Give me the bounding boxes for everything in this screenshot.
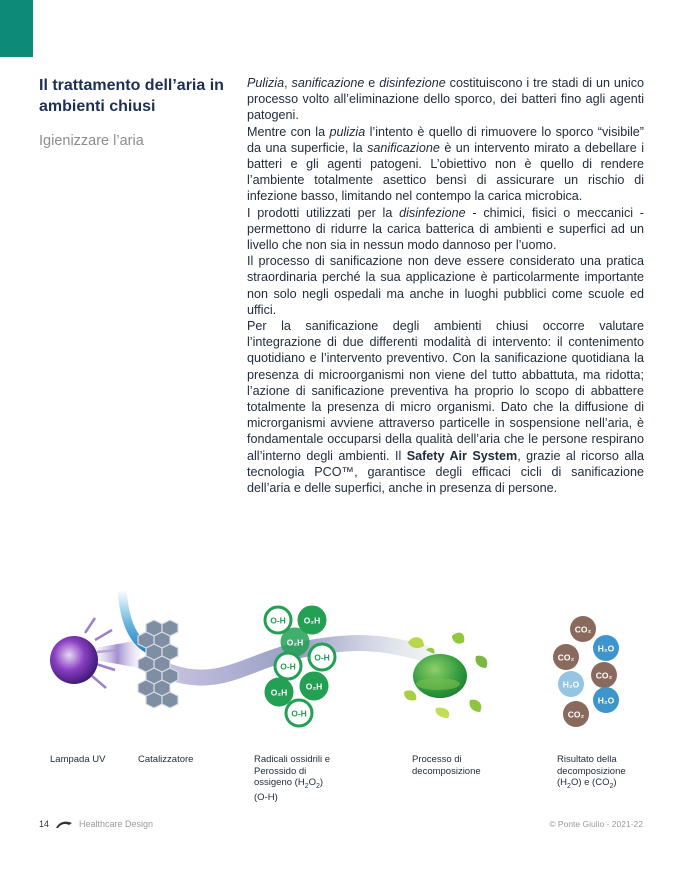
radical-molecule [301,673,327,699]
result-molecule [593,635,619,661]
radical-molecule [299,607,325,633]
svg-text:O-H: O-H [291,708,307,719]
svg-text:H₂O: H₂O [597,695,615,706]
svg-text:CO₂: CO₂ [567,709,585,720]
radical-molecule [309,644,335,670]
svg-text:O₂H: O₂H [305,681,323,692]
page-subtitle: Igienizzare l’aria [39,133,144,149]
uv-lamp-icon [50,636,98,684]
paragraph-3: I prodotti utilizzati per la disinfezione - chimici, fisici o meccanici - permettono di ridurre la carica batterica di ambienti e superfici ad un livello che non sia in nessun modo dannoso per l’uomo. [247,205,645,253]
publication-name: Healthcare Design [79,819,154,829]
paragraph-1: Pulizia, sanificazione e disinfezione costituiscono i tre stadi di un unico processo volto all’eliminazione dello sporco, dei batteri fino agli agenti patogeni. [247,76,644,123]
caption-catalyst: Catalizzatore [138,754,194,765]
uv-beam [95,640,140,668]
radical-molecule [282,629,308,655]
result-molecule [558,671,584,697]
decomposition-icon [404,633,487,718]
caption-result: Risultato della decomposizione $(H_2O)$ e $(CO_2)$ [557,754,626,790]
catalyst-honeycomb-icon [138,620,178,708]
term-disinfezione: disinfezione [379,76,446,90]
term-sanificazione: sanificazione [291,76,365,90]
page-number: 14 [39,819,50,829]
svg-text:H₂O: H₂O [597,643,615,654]
svg-text:O-H: O-H [270,615,286,626]
radicals-cluster [265,607,335,726]
section-color-tab [0,0,33,57]
term-pulizia: Pulizia [247,76,285,90]
radical-molecule [265,607,291,633]
caption-decomposition: Processo di decomposizione [412,754,481,777]
pco-process-diagram [0,580,697,740]
paragraph-4: Il processo di sanificazione non deve essere considerato una pratica straordinaria perché la sua applicazione è particolarmente importante non solo negli ospedali ma anche in luoghi pubblici come scuole ed uffici. [247,254,644,317]
results-cluster [553,616,619,727]
svg-text:O-H: O-H [280,661,296,672]
caption-uv-lamp: Lampada UV [50,754,106,765]
svg-text:CO₂: CO₂ [595,670,613,681]
publication-logo-icon [55,820,73,829]
caption-radicals: Radicali ossidrili e Perossido di ossigeno $(H_2O_2)$ (O-H) [254,754,331,804]
paragraph-2: Mentre con la pulizia l’intento è quello di rimuovere lo sporco “visibile” da una superficie, la sanificazione è un intervento mirato a debellare i batteri e gli agenti patogeni. L’obiettivo non è quello di rendere l’ambiente totalmente asettico bensì di assicurare un rischio di infezione basso, limitando nel contempo la carica microbica. [247,124,645,204]
svg-text:O₂H: O₂H [303,615,321,626]
svg-text:O-H: O-H [314,652,330,663]
page-title: Il trattamento dell’aria in ambienti chiusi [39,77,224,115]
article-body [247,75,644,496]
result-molecule [553,644,579,670]
paragraph-5: Per la sanificazione degli ambienti chiusi occorre valutare l’integrazione di due differenti modalità di intervento: il contenimento quotidiano e l’intervento preventivo. Con la sanificazione quotidiana la presenza di microorganismi non viene del tutto abbattuta, ma ridotta; l’azione di sanificazione preventiva ha proprio lo scopo di abbattere totalmente la presenza di micro organismi. Dato che la diffusione di microrganismi avviene attraverso particelle in sospensione nell’aria, è fondamentale occuparsi della qualità dell’aria che le persone respirano all’interno degli ambienti. Il Safety Air System, grazie al ricorso alla tecnologia PCO™, garantisce degli efficaci cicli di sanificazione dell’aria e delle superfici, anche in presenza di persone. [247,319,644,496]
product-name: Safety Air System [406,448,518,463]
copyright: © Ponte Giulio - 2021-22 [549,819,643,829]
result-molecule [570,616,596,642]
svg-text:CO₂: CO₂ [557,652,575,663]
result-molecule [593,687,619,713]
radical-molecule [275,653,301,679]
footer-left [39,819,153,829]
result-molecule [591,662,617,688]
svg-text:H₂O: H₂O [562,679,580,690]
result-molecule [563,701,589,727]
radical-molecule [266,679,292,705]
radical-molecule [286,700,312,726]
svg-text:O₂H: O₂H [286,637,304,648]
svg-text:CO₂: CO₂ [574,624,592,635]
svg-text:O₂H: O₂H [270,687,288,698]
